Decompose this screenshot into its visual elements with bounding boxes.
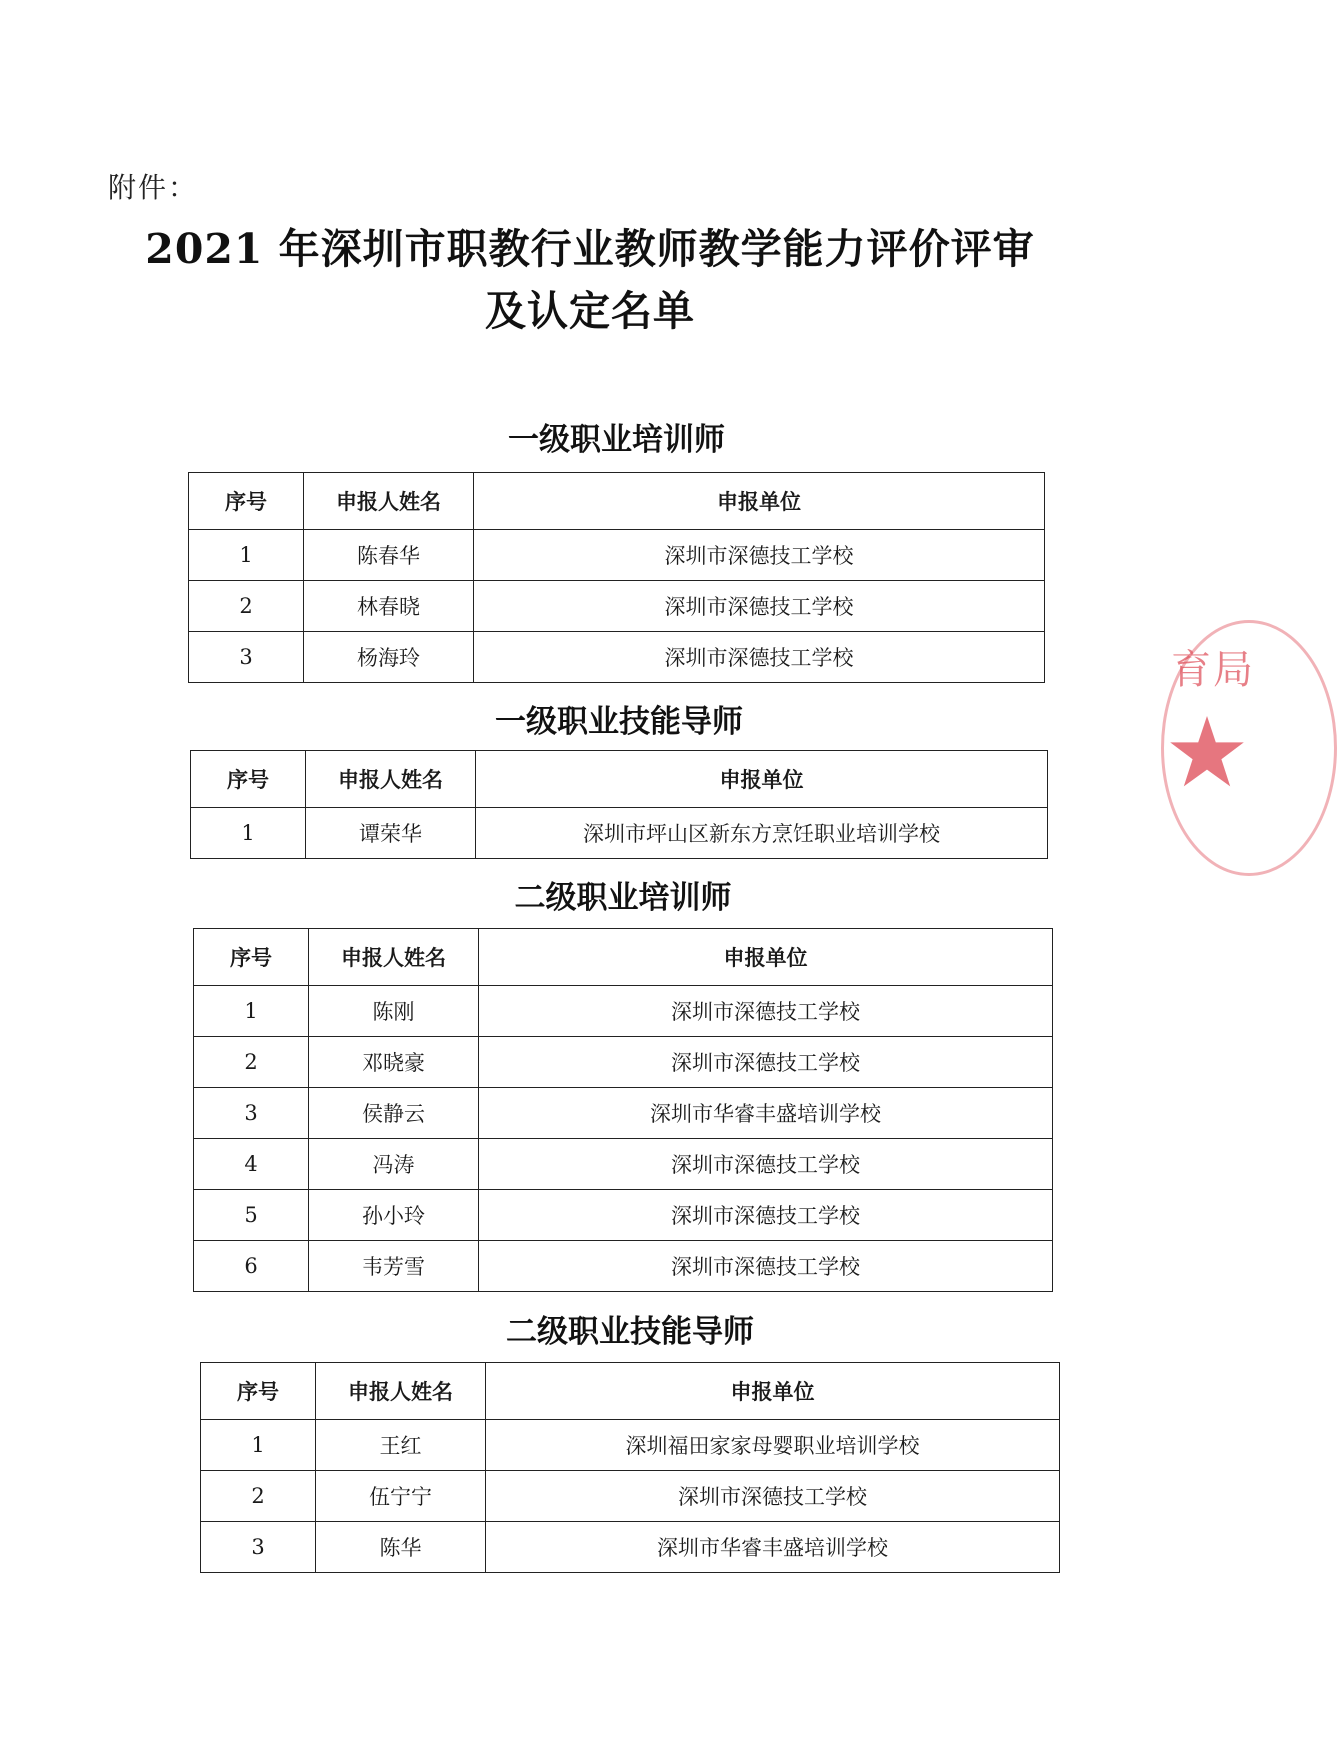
document-title <box>100 218 1080 342</box>
cell-unit: 深圳市深德技工学校 <box>486 1471 1060 1522</box>
column-header-unit: 申报单位 <box>474 473 1045 530</box>
cell-unit: 深圳市深德技工学校 <box>479 986 1053 1037</box>
column-header-name: 申报人姓名 <box>316 1363 486 1420</box>
table-row <box>189 530 1045 581</box>
cell-no: 6 <box>194 1241 309 1292</box>
cell-name: 伍宁宁 <box>316 1471 486 1522</box>
document-title-line-2: 及认定名单 <box>485 287 695 335</box>
cell-unit: 深圳市深德技工学校 <box>474 581 1045 632</box>
column-header-unit: 申报单位 <box>486 1363 1060 1420</box>
cell-unit: 深圳市深德技工学校 <box>479 1241 1053 1292</box>
table-header-row <box>191 751 1048 808</box>
column-header-no: 序号 <box>191 751 306 808</box>
column-header-name: 申报人姓名 <box>309 929 479 986</box>
cell-name: 孙小玲 <box>309 1190 479 1241</box>
cell-unit: 深圳市坪山区新东方烹饪职业培训学校 <box>476 808 1048 859</box>
seal-ring <box>1161 620 1337 876</box>
cell-unit: 深圳市深德技工学校 <box>474 530 1045 581</box>
section-heading: 一级职业培训师 <box>508 422 725 458</box>
cell-unit: 深圳市深德技工学校 <box>474 632 1045 683</box>
column-header-no: 序号 <box>194 929 309 986</box>
cell-name: 谭荣华 <box>306 808 476 859</box>
table-row <box>194 1037 1053 1088</box>
cell-name: 陈刚 <box>309 986 479 1037</box>
table-row <box>194 1088 1053 1139</box>
table-row <box>194 1190 1053 1241</box>
section-level2-mentor <box>200 1310 1060 1573</box>
column-header-unit: 申报单位 <box>476 751 1048 808</box>
column-header-name: 申报人姓名 <box>304 473 474 530</box>
roster-table <box>188 472 1045 683</box>
cell-unit: 深圳市深德技工学校 <box>479 1037 1053 1088</box>
column-header-no: 序号 <box>201 1363 316 1420</box>
cell-no: 3 <box>201 1522 316 1573</box>
cell-name: 陈华 <box>316 1522 486 1573</box>
cell-unit: 深圳福田家家母婴职业培训学校 <box>486 1420 1060 1471</box>
cell-no: 1 <box>189 530 304 581</box>
section-level1-trainer <box>188 418 1045 683</box>
column-header-unit: 申报单位 <box>479 929 1053 986</box>
cell-no: 1 <box>191 808 306 859</box>
cell-no: 5 <box>194 1190 309 1241</box>
cell-name: 杨海玲 <box>304 632 474 683</box>
column-header-no: 序号 <box>189 473 304 530</box>
attachment-label: 附件： <box>108 171 199 204</box>
table-row <box>189 581 1045 632</box>
cell-name: 侯静云 <box>309 1088 479 1139</box>
table-row <box>194 1241 1053 1292</box>
table-row <box>194 1139 1053 1190</box>
table-row <box>189 632 1045 683</box>
cell-name: 韦芳雪 <box>309 1241 479 1292</box>
document-title-line-1: 2021 年深圳市职教行业教师教学能力评价评审 <box>145 225 1035 273</box>
roster-table <box>200 1362 1060 1573</box>
cell-name: 林春晓 <box>304 581 474 632</box>
section-level2-trainer <box>193 876 1053 1292</box>
cell-unit: 深圳市深德技工学校 <box>479 1190 1053 1241</box>
cell-name: 冯涛 <box>309 1139 479 1190</box>
cell-unit: 深圳市华睿丰盛培训学校 <box>486 1522 1060 1573</box>
cell-no: 2 <box>194 1037 309 1088</box>
table-row <box>201 1522 1060 1573</box>
table-header-row <box>201 1363 1060 1420</box>
cell-unit: 深圳市华睿丰盛培训学校 <box>479 1088 1053 1139</box>
section-heading: 二级职业技能导师 <box>506 1314 754 1350</box>
cell-no: 3 <box>194 1088 309 1139</box>
cell-no: 1 <box>194 986 309 1037</box>
section-heading: 一级职业技能导师 <box>495 704 743 740</box>
roster-table <box>193 928 1053 1292</box>
cell-no: 4 <box>194 1139 309 1190</box>
column-header-name: 申报人姓名 <box>306 751 476 808</box>
cell-name: 邓晓豪 <box>309 1037 479 1088</box>
cell-no: 2 <box>201 1471 316 1522</box>
roster-table <box>190 750 1048 859</box>
cell-no: 3 <box>189 632 304 683</box>
official-seal <box>1163 620 1323 880</box>
cell-name: 王红 <box>316 1420 486 1471</box>
cell-name: 陈春华 <box>304 530 474 581</box>
table-row <box>194 986 1053 1037</box>
table-row <box>201 1471 1060 1522</box>
cell-no: 2 <box>189 581 304 632</box>
cell-no: 1 <box>201 1420 316 1471</box>
section-heading: 二级职业培训师 <box>514 880 732 916</box>
table-row <box>191 808 1048 859</box>
table-header-row <box>194 929 1053 986</box>
section-level1-mentor <box>190 700 1048 859</box>
cell-unit: 深圳市深德技工学校 <box>479 1139 1053 1190</box>
seal-text: 育局 <box>1171 647 1255 693</box>
table-row <box>201 1420 1060 1471</box>
star-icon <box>1167 712 1247 792</box>
table-header-row <box>189 473 1045 530</box>
